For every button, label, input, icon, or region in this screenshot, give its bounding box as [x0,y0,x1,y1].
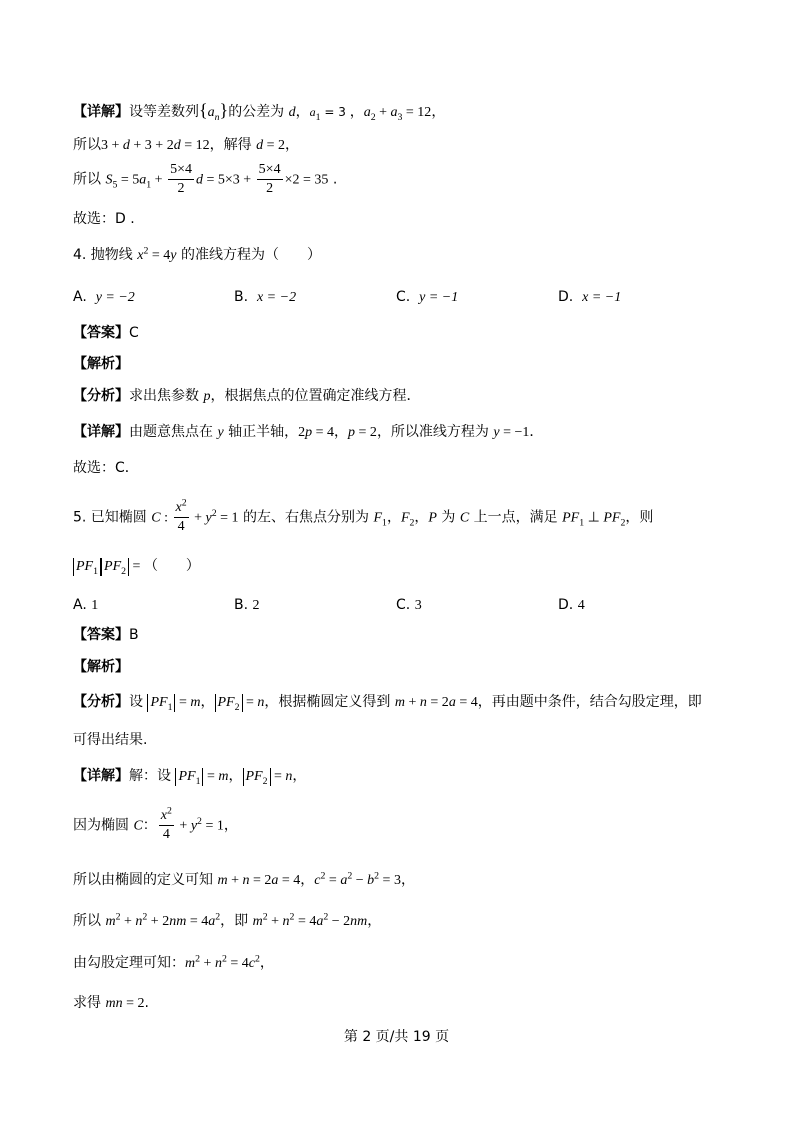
q4-option-c: C. y = −1 [396,289,459,305]
q3-conclusion: 故选：D . [73,211,135,227]
q5-fenxi-line-1: 【分析】设 $PF_1 = m$， $PF_2 = n$，根据椭圆定义得到 m + n = 2a = 4，再由题中条件，结合勾股定理，即 [73,694,702,713]
q5-detail-line-6: 求得 mn = 2. [73,995,149,1011]
q3-detail-line-1: 【详解】设等差数列$\{a_n\}$的公差为 d，$a_1 = 3$ ，$a_2 + a_3 = 12$， [73,100,446,123]
q3-detail-line-3: 所以 $S_5 = 5a_1$ + $\frac{5\times 4}{2}$ d = 5×3 + $\frac{5\times 4}{2}$ ×2 = 35 . [73,162,338,197]
q5-detail-line-2: 因为椭圆 C： $\frac{x^2}{4}$ + $y^2 = 1$， [73,805,238,843]
q4-detail: 【详解】由题意焦点在 y 轴正半轴，2p = 4，p = 2，所以准线方程为 y = −1． [73,424,544,440]
q4-conclusion: 故选：C． [73,460,139,476]
q5-option-a: A. 1 [73,597,99,613]
q5-answer: 【答案】B [73,627,139,643]
q4-fenxi: 【分析】求出焦参数 p，根据焦点的位置确定准线方程． [73,388,421,404]
q5-option-c: C. 3 [396,597,422,613]
q5-detail-line-1: 【详解】解：设 $PF_1 = m$， $PF_2 = n$， [73,768,307,787]
q4-option-b: B. x = −2 [234,289,297,305]
q5-stem-line-1: 5. 已知椭圆 C : $\frac{x^2}{4}$ + $y^2 = 1$ 的左、右焦点分别为 $F_1$，$F_2$，P 为 C 上一点，满足 $PF_1$ ⊥ $PF_2$，则 [73,497,654,535]
q4-stem: 4. 抛物线 $x^2 = 4y$ 的准线方程为（ ） [73,245,321,263]
q4-answer-value: C [129,325,139,341]
q5-option-b: B. 2 [234,597,260,613]
q5-option-d: D. 4 [558,597,585,613]
detail-tag: 【详解】 [73,104,129,120]
q4-option-d: D. x = −1 [558,289,622,305]
page-footer: 第 2 页/共 19 页 [343,1029,450,1045]
q5-detail-line-4: 所以 $m^2 + n^2 + 2nm = 4a^2$，即 $m^2 + n^2 = 4a^2 - 2nm$， [73,911,382,929]
q4-option-a: A. y = −2 [73,289,135,305]
q5-answer-value: B [129,627,139,643]
q3-detail-line-2: 所以3 + d + 3 + 2d = 12，解得 d = 2， [73,137,299,153]
q5-detail-line-3: 所以由椭圆的定义可知 m + n = 2a = 4，$c^2 = a^2 - b^2 = 3$， [73,870,415,888]
q4-answer [73,326,139,340]
q5-detail-line-5: 由勾股定理可知：$m^2 + n^2 = 4c^2$， [73,953,274,971]
q4-analysis-tag: 【解析】 [73,356,129,372]
q5-analysis-tag: 【解析】 [73,659,129,675]
answer-tag: 【答案】 [73,325,129,341]
q5-stem-line-2: $PF_1$ $PF_2$ = （ ） [73,558,200,576]
q5-fenxi-line-2: 可得出结果. [73,732,148,748]
